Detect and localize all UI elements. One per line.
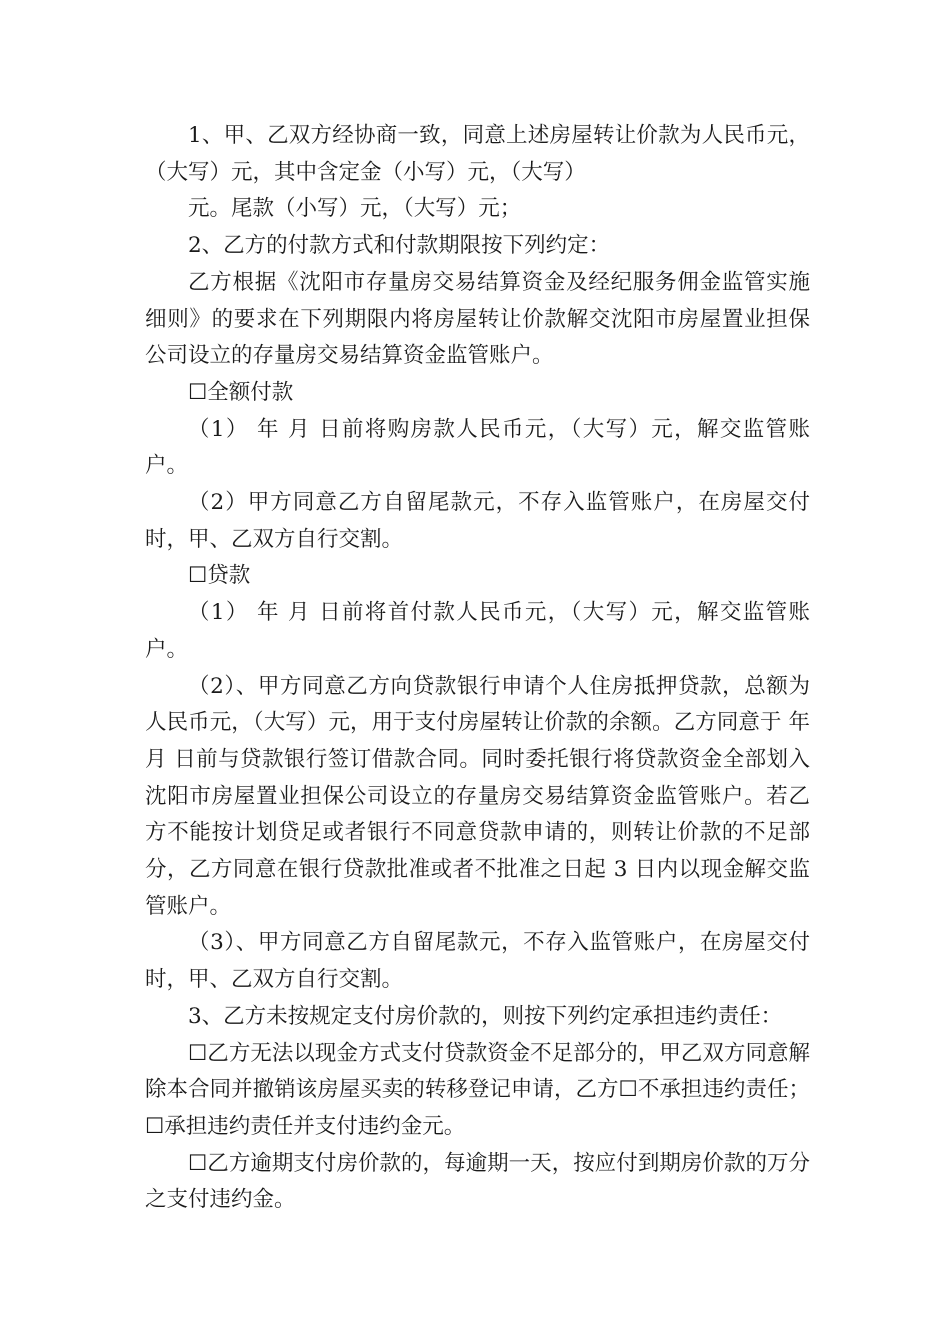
full-payment-item-1: （1） 年 月 日前将购房款人民币元，（大写）元，解交监管账户。 — [145, 416, 810, 479]
breach-option-1: ☐乙方无法以现金方式支付贷款资金不足部分的，甲乙双方同意解除本合同并撤销该房屋买卖的转移登记申请，乙方☐不承担违约责任；☐承担违约责任并支付违约金元。 — [145, 1040, 810, 1139]
document-body — [145, 118, 810, 1219]
option-full-payment: ☐全额付款 — [188, 379, 294, 405]
clause-2-escrow: 乙方根据《沈阳市存量房交易结算资金及经纪服务佣金监管实施细则》的要求在下列期限内将房屋转让价款解交沈阳市房屋置业担保公司设立的存量房交易结算资金监管账户。 — [145, 269, 810, 369]
option-loan: ☐贷款 — [188, 563, 251, 589]
full-payment-item-2: （2）甲方同意乙方自留尾款元，不存入监管账户，在房屋交付时，甲、乙双方自行交割。 — [145, 490, 810, 552]
clause-1-balance: 元。尾款（小写）元，（大写）元； — [188, 196, 522, 222]
clause-1-price: 1、甲、乙双方经协商一致，同意上述房屋转让价款为人民币元，（大写）元，其中含定金（小写）元，（大写） — [145, 123, 810, 185]
breach-option-2: ☐乙方逾期支付房价款的，每逾期一天，按应付到期房价款的万分之支付违约金。 — [145, 1150, 810, 1213]
clause-3-heading: 3、乙方未按规定支付房价款的，则按下列约定承担违约责任： — [188, 1003, 783, 1029]
loan-item-2: （2）、甲方同意乙方向贷款银行申请个人住房抵押贷款，总额为人民币元，（大写）元，用于支付房屋转让价款的余额。乙方同意于 年 月 日前与贷款银行签订借款合同。同时委托银行将贷款资金全部划入沈阳市房屋置业担保公司设立的存量房交易结算资金监管账户。若乙方不能按计划贷足或者银行不同意贷款申请的，则转让价款的不足部分，乙方同意在银行贷款批准或者不批准之日起 3 日内以现金解交监管账户。 — [145, 673, 810, 919]
loan-item-1: （1） 年 月 日前将首付款人民币元，（大写）元，解交监管账户。 — [145, 600, 810, 662]
clause-2-heading: 2、乙方的付款方式和付款期限按下列约定： — [188, 233, 611, 259]
loan-item-3: （3）、甲方同意乙方自留尾款元，不存入监管账户，在房屋交付时，甲、乙双方自行交割。 — [145, 930, 810, 993]
